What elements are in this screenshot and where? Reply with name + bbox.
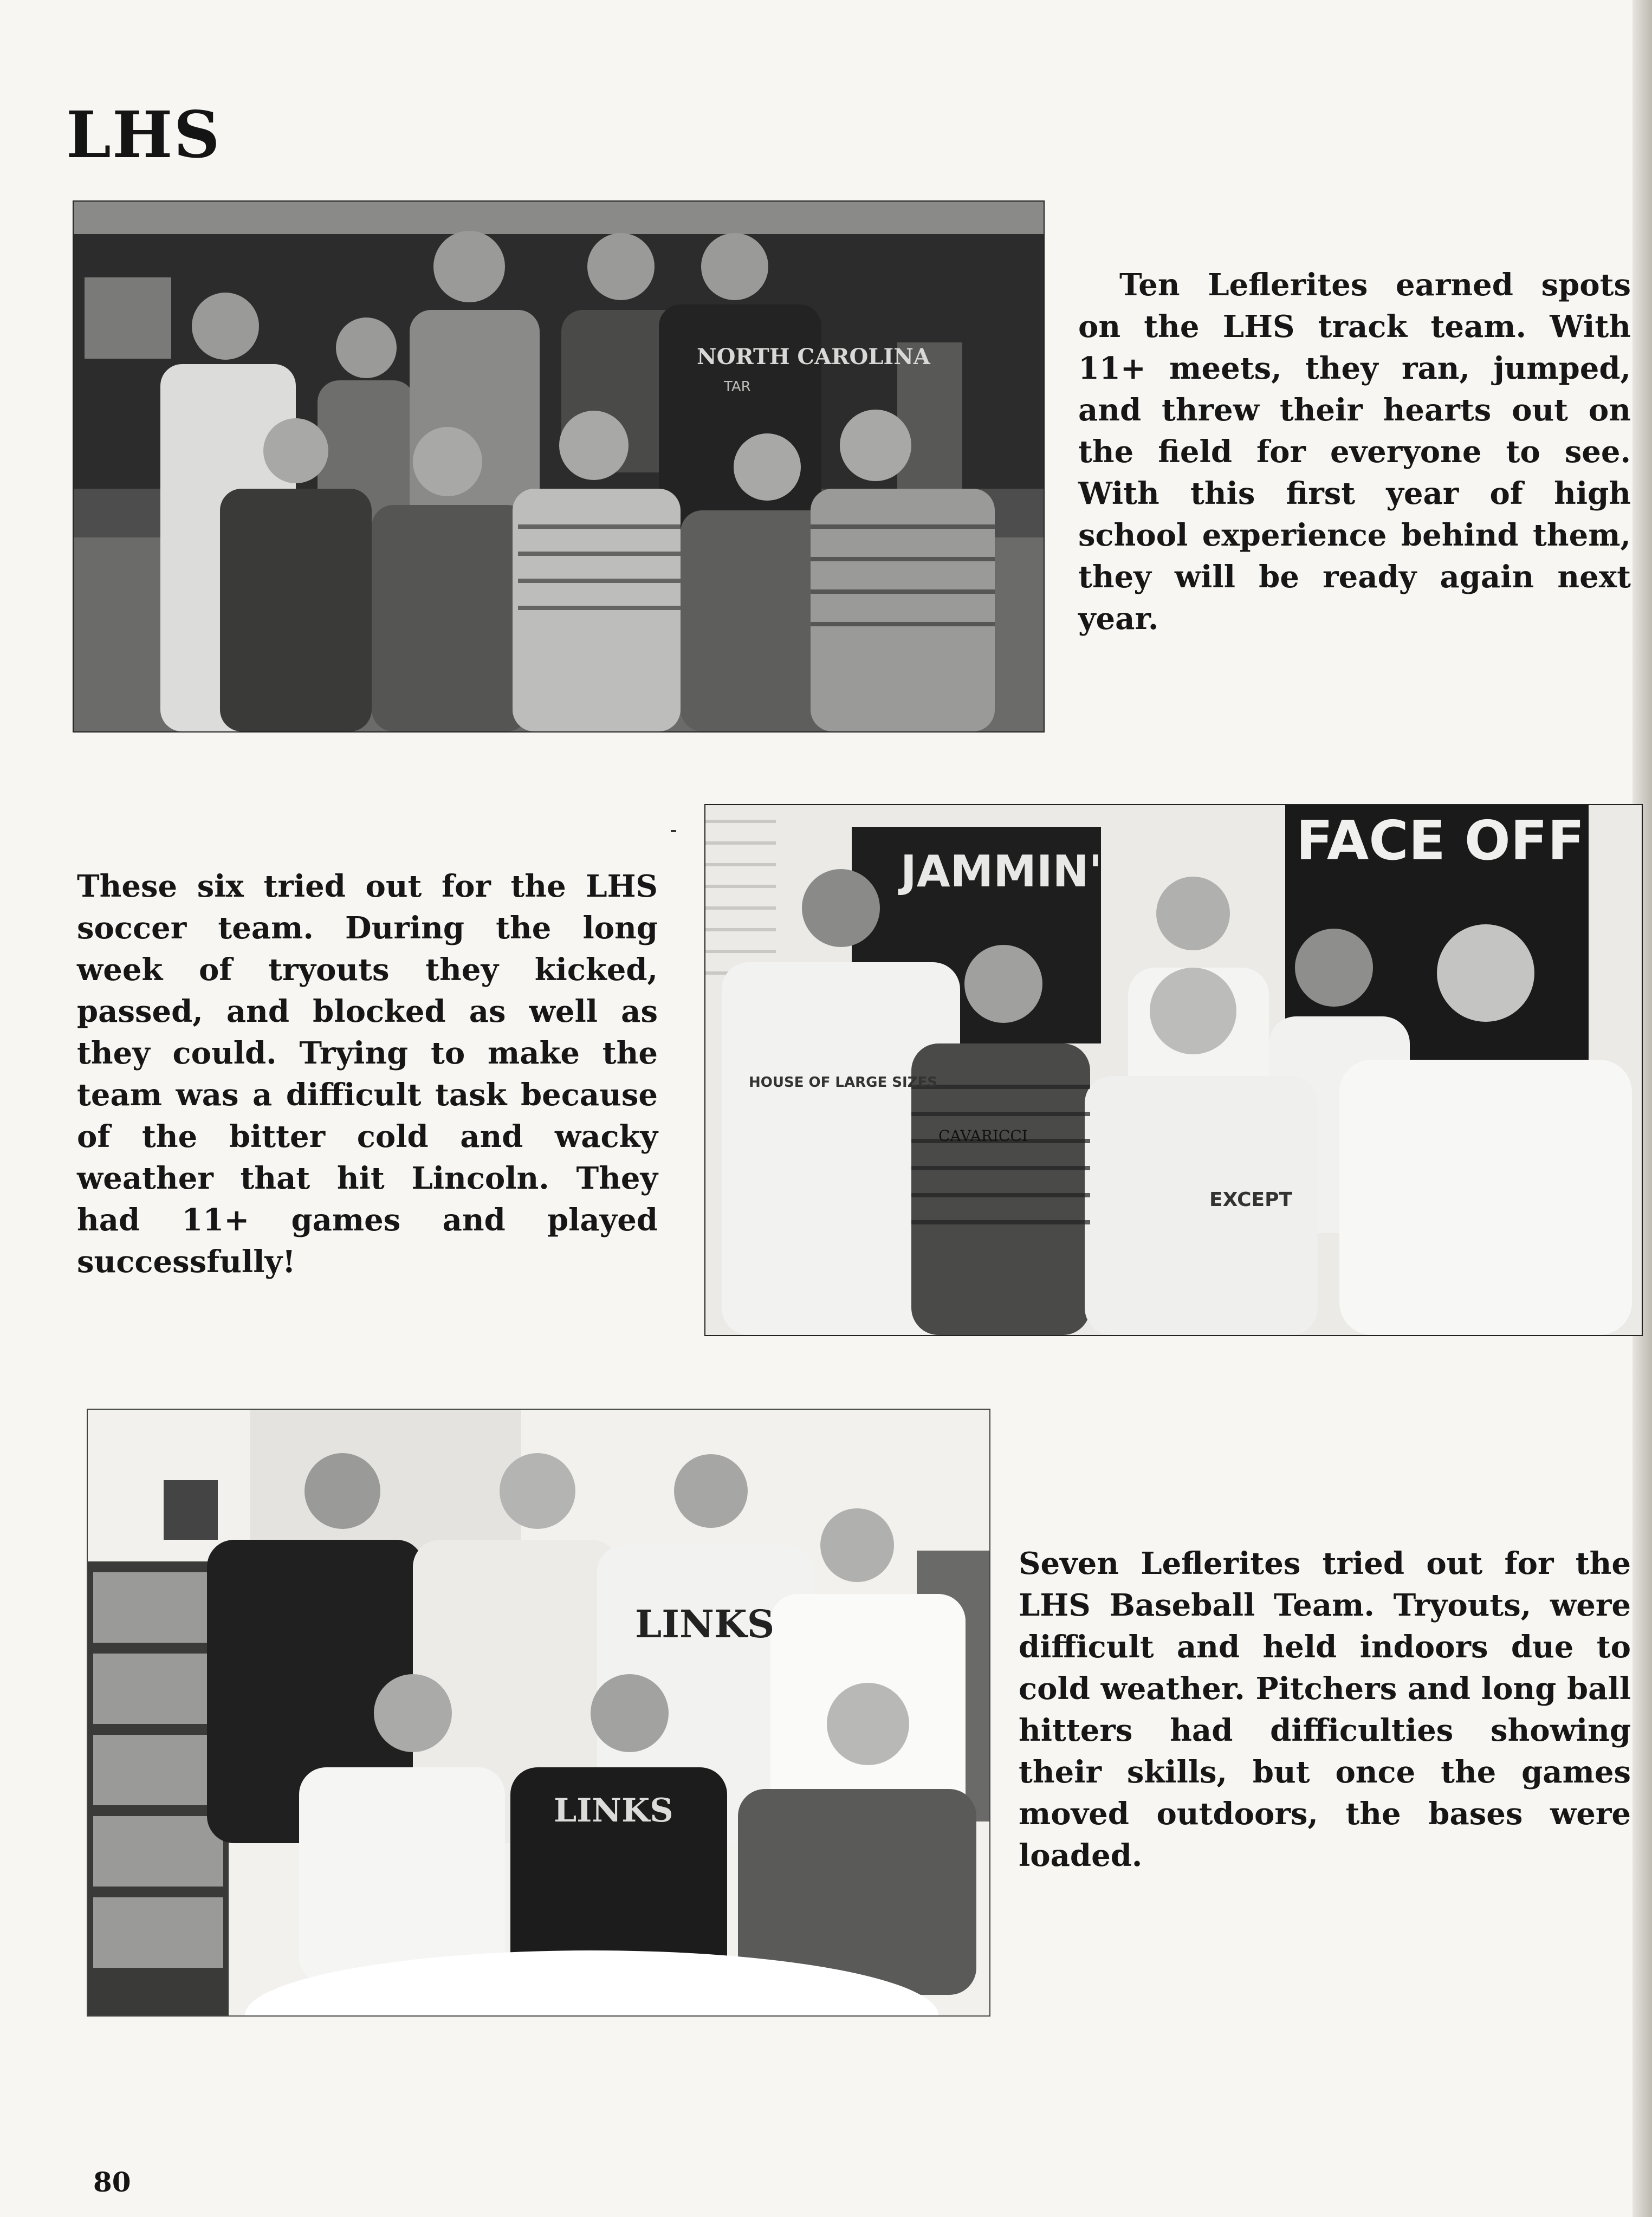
soccer-shirt-text-2: CAVARICCI (938, 1127, 1028, 1145)
track-caption: Ten Leflerites earned spots on the LHS track team. With 11+ meets, they ran, jumped, and threw their hearts out on the field for everyone to see. With this first year of high school experience behind them, they will be ready again next year. (1078, 267, 1631, 637)
soccer-shirt-text: HOUSE OF LARGE SIZES (749, 1074, 938, 1091)
track-team-photo (73, 200, 1045, 732)
soccer-poster-text: JAMMIN' (900, 846, 1103, 897)
baseball-shirt-text-2: LINKS (554, 1792, 673, 1830)
soccer-poster-text-2: FACE OFF (1296, 809, 1585, 872)
track-shirt-text-2: TAR (724, 379, 751, 395)
baseball-caption: Seven Leflerites tried out for the LHS Baseball Team. Tryouts, were difficult and held indoors due to cold weather. Pitchers and long ball hitters had difficulties showing their skills, but once the games moved outdoors, the bases were loaded. (1019, 1546, 1631, 1874)
crop-mark (671, 830, 676, 832)
baseball-team-photo (87, 1409, 990, 2017)
page-number: 80 (93, 2166, 131, 2198)
baseball-shirt-text: LINKS (635, 1602, 775, 1646)
soccer-shirt-text-3: EXCEPT (1209, 1189, 1293, 1211)
soccer-team-photo (704, 804, 1643, 1336)
page-heading: LHS (66, 97, 221, 172)
track-shirt-text: NORTH CAROLINA (697, 344, 930, 370)
soccer-caption: These six tried out for the LHS soccer team. During the long week of tryouts they kicked, passed, and blocked as well as they could. Trying to make the team was a difficult task because of the bitter cold and wacky weather that hit Lincoln. They had 11+ games and played successfully! (77, 868, 658, 1280)
